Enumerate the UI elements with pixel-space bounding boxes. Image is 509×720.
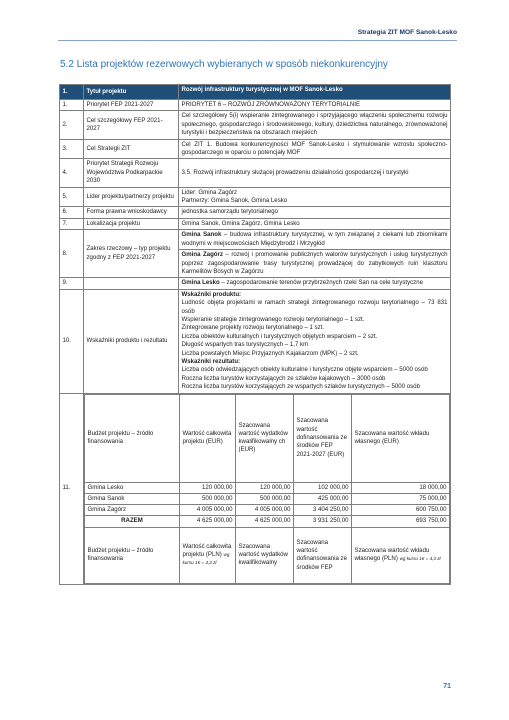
project-table xyxy=(59,84,451,585)
budget-header-total-pln xyxy=(180,527,236,583)
table-row xyxy=(60,159,451,187)
row-num: 4. xyxy=(60,159,84,187)
budget-value: 4 625 000,00 xyxy=(180,516,236,527)
budget-value: 4 625 000,00 xyxy=(236,516,294,527)
header-text: Szacowana wartość wkładu własnego (PLN) xyxy=(354,546,430,563)
header-text: Wartość całkowita projektu (PLN) xyxy=(182,542,232,559)
budget-source: Gmina Zagórz xyxy=(85,505,180,516)
budget-table xyxy=(84,394,450,584)
header-project-title: Rozwój infrastruktury turystycznej w MOF Sanok-Lesko xyxy=(179,85,451,100)
budget-value: 693 750,00 xyxy=(352,516,450,527)
row-value: Gmina Sanok, Gmina Zagórz, Gmina Lesko xyxy=(179,218,451,229)
indicator-item: Liczba osób odwiedzających obiekty kulturalne i turystyczne objęte wsparciem – 5000 osób xyxy=(181,366,428,374)
budget-value: 120 000,00 xyxy=(236,482,294,493)
budget-value: 102 000,00 xyxy=(294,482,352,493)
budget-header-eligible: Szacowana wartość wydatków kwalifikowalny xyxy=(236,527,294,583)
indicator-item: Wspieranie strategie zintegrowanego rozwoju terytorialnego – 1 szt. xyxy=(181,315,365,323)
budget-header-source: Budżet projektu – źródło finansowania xyxy=(85,394,180,482)
scope-sanok-name: Gmina Sanok xyxy=(181,231,222,239)
budget-row xyxy=(85,493,450,504)
result-indicators-heading: Wskaźniki rezultatu: xyxy=(181,357,241,365)
table-row xyxy=(60,393,451,584)
row-num: 5. xyxy=(60,187,84,207)
table-row xyxy=(60,207,451,218)
page-number: 71 xyxy=(443,683,451,690)
budget-total-label: RAZEM xyxy=(85,516,180,527)
indicator-item: Liczba powstałych Miejsc Przyjaznych Kajakarzom (MPK) – 2 szt. xyxy=(181,349,359,357)
row-value: PRIORYTET 6 – ROZWÓJ ZRÓWNOWAŻONY TERYTORIALNIE xyxy=(179,100,451,111)
budget-header-eligible: Szacowana wartość wydatków kwalifikowalny ch (EUR) xyxy=(236,394,294,482)
budget-value: 425 000,00 xyxy=(294,493,352,504)
partners-text: Partnerzy: Gmina Sanok, Gmina Lesko xyxy=(181,197,288,205)
scope-zagorz xyxy=(179,250,451,278)
budget-source: Gmina Lesko xyxy=(85,482,180,493)
table-row xyxy=(60,100,451,111)
budget-eur-header xyxy=(85,394,450,482)
row-label: Lokalizacja projektu xyxy=(84,218,179,229)
row-label: Cel szczegółowy FEP 2021-2027 xyxy=(84,111,179,139)
row-value: 3.5. Rozwój infrastruktury służącej prowadzeniu działalności gospodarczej i turystyki xyxy=(179,159,451,187)
table-header-row xyxy=(60,85,451,100)
budget-total-row xyxy=(85,516,450,527)
row-label xyxy=(84,278,179,289)
scope-zagorz-text: – rozwój i promowanie publicznych walorów turystycznych i usług turystycznych poprzez zagospodarowanie trasy turystycznej prowadzącej do zabytkowych ruin klasztoru Karmelitów Bosych w Zagórzu xyxy=(181,251,448,275)
budget-cell xyxy=(84,393,451,584)
budget-header-source: Budżet projektu – źródło finansowania xyxy=(85,527,180,583)
indicator-item: Roczna liczba turystów korzystających ze szlaków kajakowych – 3000 osób xyxy=(181,374,386,382)
table-row xyxy=(60,111,451,139)
table-row xyxy=(60,230,451,250)
budget-value: 18 000,00 xyxy=(352,482,450,493)
budget-value: 4 005 000,00 xyxy=(180,505,236,516)
row-label: Priorytet FEP 2021-2027 xyxy=(84,100,179,111)
indicator-item: Długość wspartych tras turystycznych – 1,7 km xyxy=(181,341,309,349)
indicators-cell xyxy=(179,289,451,393)
budget-value: 500 000,00 xyxy=(180,493,236,504)
product-indicators-heading: Wskaźniki produktu: xyxy=(181,290,242,298)
scope-lesko-text: – zagospodarowanie terenów przybrzeżnych rzeki San na cele turystyczne xyxy=(219,279,424,287)
budget-header-cofinancing: Szacowana wartość dofinansowania ze środków FEP 2021-2027 (EUR) xyxy=(294,394,352,482)
row-label: Cel Strategii ZIT xyxy=(84,139,179,159)
budget-value: 3 404 250,00 xyxy=(294,505,352,516)
scope-lesko-name: Gmina Lesko xyxy=(181,279,220,287)
scope-sanok xyxy=(179,230,451,250)
exchange-rate-note: wg kursu 1€ = 4,3 zł xyxy=(399,556,441,562)
budget-header-own-pln xyxy=(352,527,450,583)
indicator-item: Ludność objęta projektami w ramach strategii zintegrowanego rozwoju terytorialnego – 73 831 osób xyxy=(181,299,448,315)
budget-pln-header xyxy=(85,527,450,583)
budget-value: 120 000,00 xyxy=(180,482,236,493)
row-value: Cel ZIT 1. Budowa konkurencyjności MOF Sanok-Lesko i stymulowanie wzrostu społeczno-gospodarczego w oparciu o potencjały MOF xyxy=(179,139,451,159)
exchange-rate-note: wg kursu 1€ = 4,3 zł xyxy=(182,552,230,566)
budget-header-own: Szacowana wartość wkładu własnego (EUR) xyxy=(352,394,450,482)
budget-source: Gmina Sanok xyxy=(85,493,180,504)
table-row xyxy=(60,289,451,393)
document-header-title: Strategia ZIT MOF Sanok-Lesko xyxy=(357,29,457,36)
scope-zagorz-name: Gmina Zagórz xyxy=(181,251,223,259)
row-num: 11. xyxy=(60,393,84,584)
row-label: Priorytet Strategii Rozwoju Województwa Podkarpackie 2030 xyxy=(84,159,179,187)
section-title: 5.2 Lista projektów rezerwowych wybieranych w sposób niekonkurencyjny xyxy=(60,59,388,70)
row-value xyxy=(179,187,451,207)
budget-header-cofinancing: Szacowana wartość dofinansowania ze środków FEP xyxy=(294,527,352,583)
scope-lesko xyxy=(179,278,451,289)
row-num: 9. xyxy=(60,278,84,289)
budget-value: 3 931 250,00 xyxy=(294,516,352,527)
budget-header-total: Wartość całkowita projektu (EUR) xyxy=(180,394,236,482)
row-label: Forma prawna wnioskodawcy xyxy=(84,207,179,218)
row-num: 8. xyxy=(60,230,84,278)
table-row xyxy=(60,187,451,207)
row-num: 6. xyxy=(60,207,84,218)
indicator-item: Liczba obiektów kulturalnych i turystycznych objętych wsparciem – 2 szt. xyxy=(181,332,378,340)
row-num: 2. xyxy=(60,111,84,139)
row-num: 3. xyxy=(60,139,84,159)
lider-text: Lider: Gmina Zagórz xyxy=(181,188,238,196)
budget-value: 600 750,00 xyxy=(352,505,450,516)
row-value: jednostka samorządu terytorialnego xyxy=(179,207,451,218)
table-row xyxy=(60,278,451,289)
budget-row xyxy=(85,482,450,493)
header-divider xyxy=(58,40,457,41)
row-label: Wskaźniki produktu i rezultatu xyxy=(84,289,179,393)
budget-value: 75 000,00 xyxy=(352,493,450,504)
header-label: Tytuł projektu xyxy=(84,85,179,100)
row-num: 1. xyxy=(60,100,84,111)
table-row xyxy=(60,139,451,159)
row-num: 7. xyxy=(60,218,84,229)
table-row xyxy=(60,218,451,229)
row-value: Cel szczegółowy 5(i) wspieranie zintegrowanego i sprzyjającego włączeniu społecznemu rozwoju społecznego, gospodarczego i środowiskowego, kultury, dziedzictwa naturalnego, zrównoważonej turystyki i bezpieczeństwa na obszarach miejskich xyxy=(179,111,451,139)
row-label: Lider projektu/partnerzy projektu xyxy=(84,187,179,207)
scope-sanok-text: – budowa infrastruktury turystycznej, w tym związanej z ciekami lub zbiornikami wodnymi w miejscowościach Międzybrodź i Mrzygłód xyxy=(181,231,448,247)
indicator-item: Roczna liczba turystów korzystających ze wspartych szlaków turystycznych – 5000 osób xyxy=(181,383,420,391)
header-num: 1. xyxy=(60,85,84,100)
budget-value: 500 000,00 xyxy=(236,493,294,504)
budget-value: 4 005 000,00 xyxy=(236,505,294,516)
budget-row xyxy=(85,505,450,516)
row-num: 10. xyxy=(60,289,84,393)
indicator-item: Zintegrowane projekty rozwoju terytorialnego – 1 szt. xyxy=(181,324,325,332)
row-label: Zakres rzeczowy – typ projektu zgodny z FEP 2021-2027 xyxy=(84,230,179,278)
